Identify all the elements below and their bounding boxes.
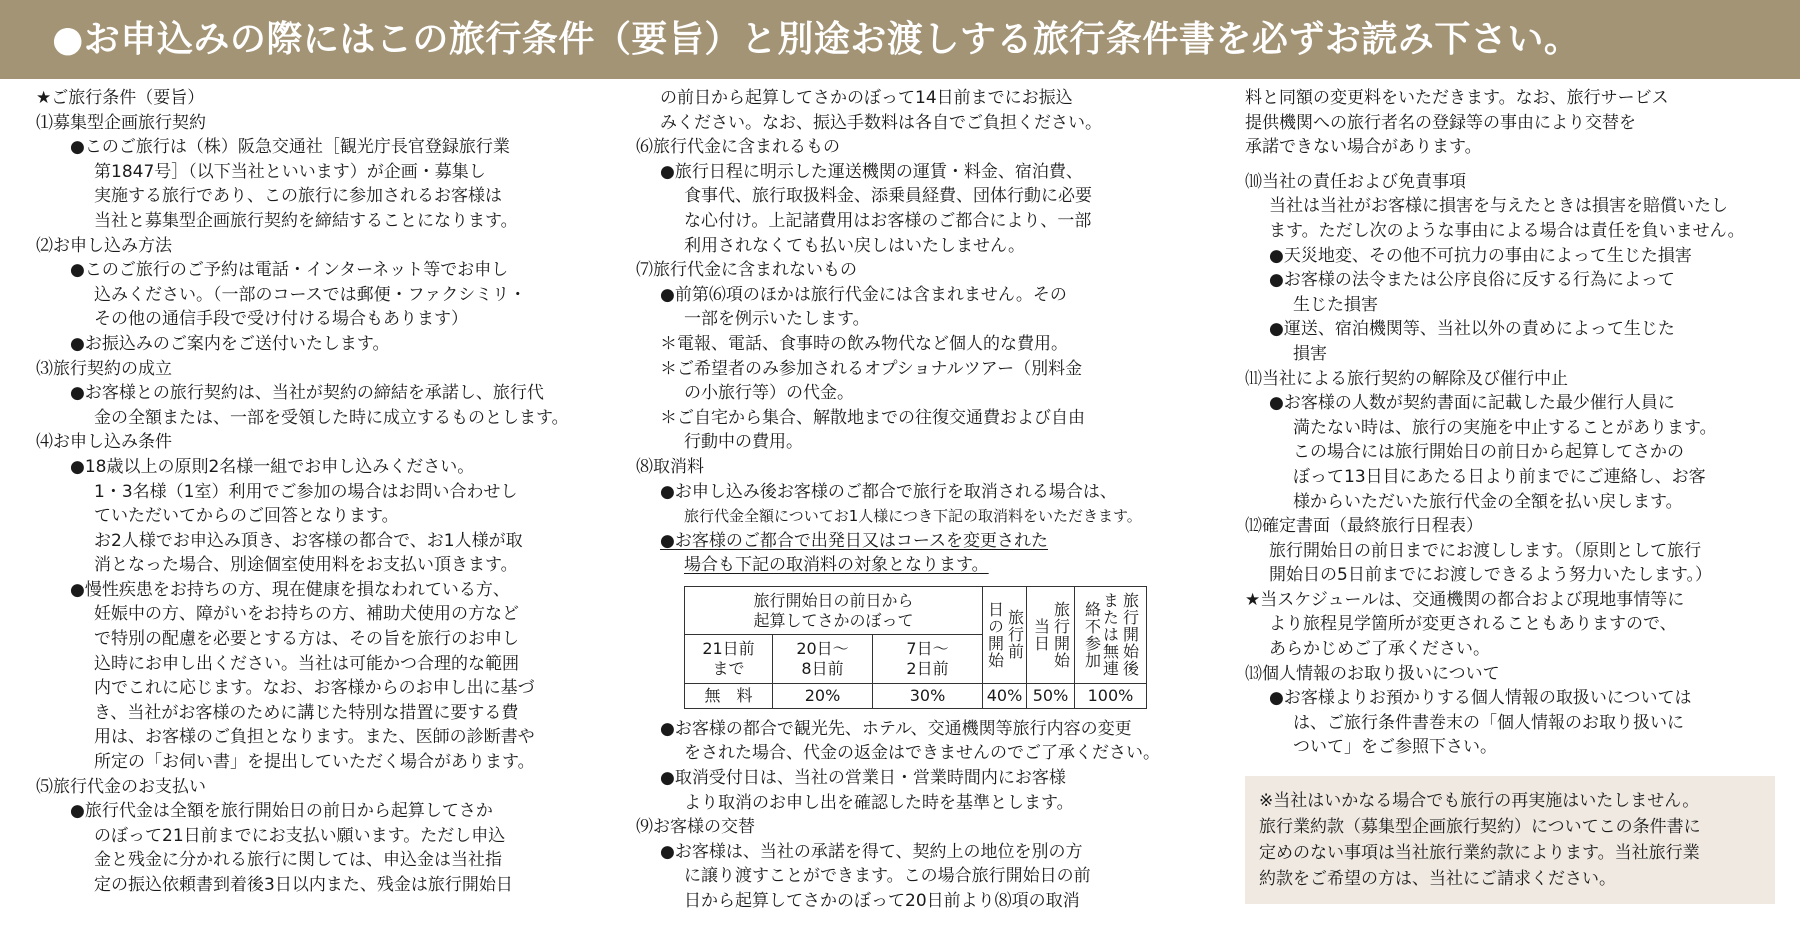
text-line: ●18歳以上の原則2名様一組でお申し込みください。 bbox=[70, 456, 475, 477]
heading-7: ⑺旅行代金に含まれないもの bbox=[636, 260, 857, 281]
fee-value: 20% bbox=[773, 683, 873, 708]
fee-header-text: 当日 bbox=[1031, 617, 1051, 652]
fee-header-text: 旅行開始後 bbox=[1120, 592, 1140, 678]
fee-header-day-before bbox=[983, 586, 1027, 683]
text-line: より旅程見学箇所が変更されることもありますので、 bbox=[1269, 614, 1677, 635]
text-line: 日から起算してさかのぼって20日前より⑻項の取消 bbox=[684, 891, 1080, 912]
text-line: 料と同額の変更料をいただきます。なお、旅行サービス bbox=[1245, 88, 1669, 108]
fee-header-text: 旅行開始 bbox=[1051, 600, 1071, 669]
fee-subheader-line: 8日前 bbox=[801, 659, 844, 679]
text-line: ●慢性疾患をお持ちの方、現在健康を損なわれている方、 bbox=[70, 579, 510, 600]
text-line: あらかじめご了承ください。 bbox=[1269, 639, 1490, 660]
heading-9: ⑼お客様の交替 bbox=[636, 817, 755, 838]
fee-table-group-header bbox=[685, 586, 983, 635]
text-line: ます。ただし次のような事由による場合は責任を負いません。 bbox=[1269, 220, 1745, 241]
heading-5: ⑸旅行代金のお支払い bbox=[36, 776, 206, 797]
heading-4: ⑷お申し込み条件 bbox=[36, 432, 172, 453]
fee-subheader-line: 7日〜 bbox=[906, 639, 949, 659]
text-line: 金と残金に分かれる旅行に関しては、申込金は当社指 bbox=[94, 850, 502, 871]
text-line: ●お客様の法令または公序良俗に反する行為によって bbox=[1269, 270, 1675, 291]
text-line: ●このご旅行は（株）阪急交通社［観光庁長官登録旅行業 bbox=[70, 137, 510, 158]
text-line: な心付け。上記諸費用はお客様のご都合により、一部 bbox=[684, 210, 1092, 231]
text-line: ●お振込みのご案内をご送付いたします。 bbox=[70, 333, 390, 354]
text-line: 内でこれに応じます。なお、お客様からのお申し出に基づ bbox=[94, 678, 535, 699]
text-line: ていただいてからのご回答となります。 bbox=[94, 506, 399, 527]
text-line: は、ご旅行条件書巻末の「個人情報のお取り扱いに bbox=[1293, 712, 1684, 733]
text-line: ●旅行代金は全額を旅行開始日の前日から起算してさか bbox=[70, 801, 493, 822]
note-line: ※当社はいかなる場合でも旅行の再実施はいたしません。 bbox=[1259, 791, 1700, 812]
section-title: ★ご旅行条件（要旨） bbox=[36, 88, 205, 108]
text-line: より取消のお申し出を確認した時を基準とします。 bbox=[684, 792, 1074, 813]
text-line: 込時にお申し出ください。当社は可能かつ合理的な範囲 bbox=[94, 653, 519, 674]
fee-header-text: 日の開始 bbox=[985, 600, 1005, 669]
text-line: 所定の「お伺い書」を提出していただく場合があります。 bbox=[94, 752, 535, 773]
fee-subheader-line: 2日前 bbox=[906, 659, 949, 679]
column-2 bbox=[636, 86, 1181, 914]
text-line: 満たない時は、旅行の実施を中止することがあります。 bbox=[1293, 417, 1717, 438]
text-line: 承諾できない場合があります。 bbox=[1245, 137, 1482, 158]
heading-12: ⑿確定書面（最終旅行日程表） bbox=[1245, 516, 1483, 537]
text-line: 定の振込依頼書到着後3日以内また、残金は旅行開始日 bbox=[94, 875, 513, 895]
text-line: 利用されなくても払い戻しはいたしません。 bbox=[684, 235, 1026, 256]
text-line: 一部を例示いたします。 bbox=[684, 309, 870, 330]
column-1 bbox=[36, 86, 576, 898]
note-line: 旅行業約款（募集型企画旅行契約）についてこの条件書に bbox=[1259, 817, 1701, 838]
text-line: 第1847号］（以下当社といいます）が企画・募集し bbox=[94, 161, 486, 182]
note-line: 定めのない事項は当社旅行業約款によります。当社旅行業 bbox=[1259, 843, 1700, 864]
text-line: ぼって13日目にあたる日より前までにご連絡し、お客 bbox=[1293, 466, 1706, 487]
text-line: ＊ご自宅から集合、解散地までの往復交通費および自由 bbox=[660, 407, 1085, 428]
fee-value: 無 料 bbox=[685, 683, 773, 708]
text-line: 妊娠中の方、障がいをお持ちの方、補助犬使用の方など bbox=[94, 604, 519, 625]
text-line: ●運送、宿泊機関等、当社以外の責めによって生じた bbox=[1269, 319, 1675, 340]
fee-header-line: 旅行開始日の前日から bbox=[753, 590, 914, 610]
text-line: 食事代、旅行取扱料金、添乗員経費、団体行動に必要 bbox=[684, 186, 1092, 207]
fee-header-after bbox=[1075, 586, 1147, 683]
text-line: 損害 bbox=[1293, 343, 1327, 364]
heading-6: ⑹旅行代金に含まれるもの bbox=[636, 137, 840, 158]
heading-10: ⑽当社の責任および免責事項 bbox=[1245, 171, 1466, 192]
column-3 bbox=[1245, 86, 1780, 904]
heading-8: ⑻取消料 bbox=[636, 456, 704, 477]
text-line: をされた場合、代金の返金はできませんのでご了承ください。 bbox=[684, 743, 1160, 764]
text-line: 消となった場合、別途個室使用料をお支払い頂きます。 bbox=[94, 555, 518, 576]
text-line: 様からいただいた旅行代金の全額を払い戻します。 bbox=[1293, 491, 1683, 512]
text-line: の前日から起算してさかのぼって14日前までにお振込 bbox=[660, 88, 1073, 108]
text-line: ●天災地変、その他不可抗力の事由によって生じた損害 bbox=[1269, 245, 1692, 266]
heading-2: ⑵お申し込み方法 bbox=[36, 235, 172, 256]
heading-11: ⑾当社による旅行契約の解除及び催行中止 bbox=[1245, 368, 1568, 389]
text-line: ●取消受付日は、当社の営業日・営業時間内にお客様 bbox=[660, 768, 1066, 789]
fee-subheader bbox=[773, 635, 873, 684]
text-line: ●お客様の人数が契約書面に記載した最少催行人員に bbox=[1269, 393, 1675, 414]
text-line: その他の通信手段で受け付ける場合もあります） bbox=[94, 309, 468, 330]
heading-3: ⑶旅行契約の成立 bbox=[36, 358, 172, 379]
text-line: ●前第⑹項のほかは旅行代金には含まれません。その bbox=[660, 284, 1067, 305]
text-line: き、当社がお客様のために講じた特別な措置に要する費 bbox=[94, 702, 519, 723]
text-line: 当社は当社がお客様に損害を与えたときは損害を賠償いたし bbox=[1269, 196, 1728, 217]
text-line-underlined: ●お客様のご都合で出発日又はコースを変更された bbox=[660, 530, 1048, 551]
fee-header-line: 起算してさかのぼって bbox=[753, 610, 914, 630]
text-line: 金の全額または、一部を受領した時に成立するものとします。 bbox=[94, 407, 569, 428]
text-line: 用は、お客様のご負担となります。また、医師の診断書や bbox=[94, 727, 535, 748]
heading-13: ⒀個人情報のお取り扱いについて bbox=[1245, 663, 1500, 684]
text-line: 実施する旅行であり、この旅行に参加されるお客様は bbox=[94, 186, 502, 207]
terms-note-box bbox=[1245, 776, 1775, 904]
fee-subheader bbox=[685, 635, 773, 684]
text-line: この場合には旅行開始日の前日から起算してさかの bbox=[1293, 442, 1684, 463]
text-line: ●お客様よりお預かりする個人情報の取扱いについては bbox=[1269, 688, 1692, 709]
cancellation-fee-table bbox=[684, 586, 1147, 709]
text-line: ●お客様は、当社の承諾を得て、契約上の地位を別の方 bbox=[660, 841, 1083, 862]
fee-value: 30% bbox=[873, 683, 983, 708]
schedule-note: ★当スケジュールは、交通機関の都合および現地事情等に bbox=[1245, 589, 1685, 610]
fee-value: 40% bbox=[983, 683, 1027, 708]
text-line: お2人様でお申込み頂き、お客様の都合で、お1人様が取 bbox=[94, 530, 523, 551]
text-line: 旅行代金全額についてお1人様につき下記の取消料をいただきます。 bbox=[684, 507, 1142, 526]
text-line: のぼって21日前までにお支払い願います。ただし申込 bbox=[94, 825, 506, 846]
text-line: に譲り渡すことができます。この場合旅行開始日の前 bbox=[684, 866, 1091, 887]
text-line: 1・3名様（1室）利用でご参加の場合はお問い合わせし bbox=[94, 481, 518, 502]
text-line: ●このご旅行のご予約は電話・インターネット等でお申し bbox=[70, 260, 509, 281]
text-line: ●お申し込み後お客様のご都合で旅行を取消される場合は、 bbox=[660, 481, 1117, 502]
fee-subheader-line: まで bbox=[712, 659, 745, 679]
fee-value: 100% bbox=[1075, 683, 1147, 708]
text-line: ●旅行日程に明示した運送機関の運賃・料金、宿泊費、 bbox=[660, 161, 1083, 182]
text-line: 提供機関への旅行者名の登録等の事由により交替を bbox=[1245, 112, 1636, 133]
text-line: 旅行開始日の前日までにお渡しします。（原則として旅行 bbox=[1269, 540, 1702, 561]
page-banner: ●お申込みの際にはこの旅行条件（要旨）と別途お渡しする旅行条件書を必ずお読み下さい。 bbox=[0, 0, 1800, 79]
text-line: 開始日の5日前までにお渡しできるよう努力いたします。） bbox=[1269, 565, 1712, 586]
fee-subheader bbox=[873, 635, 983, 684]
fee-header-text: または無連絡不参加 bbox=[1082, 592, 1120, 678]
note-line: 約款をご希望の方は、当社にご請求ください。 bbox=[1259, 869, 1616, 890]
text-line: の小旅行等）の代金。 bbox=[684, 383, 854, 404]
text-line: ●お客様の都合で観光先、ホテル、交通機関等旅行内容の変更 bbox=[660, 718, 1132, 739]
text-line: 込みください。（一部のコースでは郵便・ファクシミリ・ bbox=[94, 284, 527, 305]
text-line-underlined: 場合も下記の取消料の対象となります。 bbox=[684, 555, 989, 576]
fee-header-day-of bbox=[1027, 586, 1075, 683]
text-line: ついて」をご参照下さい。 bbox=[1293, 737, 1497, 758]
text-line: みください。なお、振込手数料は各自でご負担ください。 bbox=[660, 112, 1102, 133]
fee-header-text: 旅行前 bbox=[1005, 609, 1025, 661]
text-line: 行動中の費用。 bbox=[684, 432, 803, 453]
fee-subheader-line: 21日前 bbox=[702, 639, 755, 659]
text-line: ●お客様との旅行契約は、当社が契約の締結を承諾し、旅行代 bbox=[70, 383, 544, 404]
fee-value: 50% bbox=[1027, 683, 1075, 708]
text-line: で特別の配慮を必要とする方は、その旨を旅行のお申し bbox=[94, 629, 519, 650]
text-line: 生じた損害 bbox=[1293, 294, 1378, 315]
heading-1: ⑴募集型企画旅行契約 bbox=[36, 112, 206, 133]
fee-subheader-line: 20日〜 bbox=[796, 639, 849, 659]
text-line: ＊電報、電話、食事時の飲み物代など個人的な費用。 bbox=[660, 333, 1068, 354]
text-line: 当社と募集型企画旅行契約を締結することになります。 bbox=[94, 210, 518, 231]
text-line: ＊ご希望者のみ参加されるオプショナルツアー（別料金 bbox=[660, 358, 1083, 379]
